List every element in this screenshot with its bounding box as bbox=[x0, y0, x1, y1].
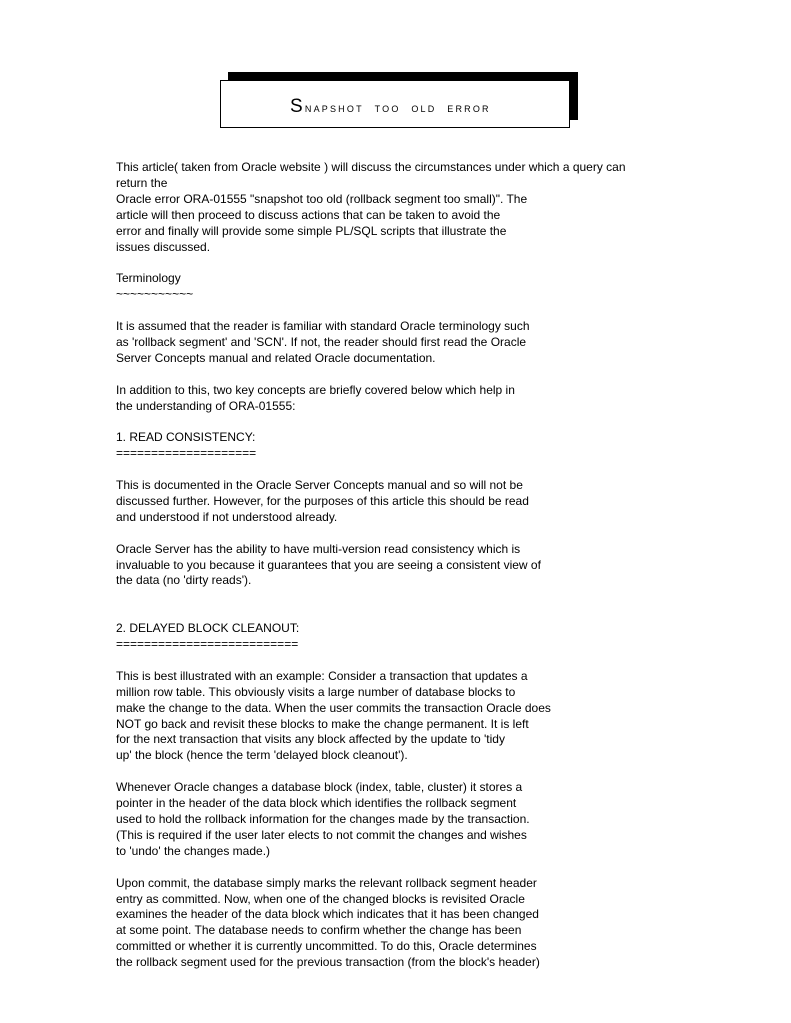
text-line: committed or whether it is currently uncommitted. To do this, Oracle determines bbox=[116, 939, 537, 954]
article-body bbox=[116, 160, 756, 971]
text-line: the data (no 'dirty reads'). bbox=[116, 573, 252, 588]
text-line: million row table. This obviously visits a large number of database blocks to bbox=[116, 684, 516, 699]
text-line: examines the header of the data block which indicates that it has been changed bbox=[116, 907, 539, 922]
text-line: In addition to this, two key concepts are briefly covered below which help in bbox=[116, 382, 515, 397]
text-line: Server Concepts manual and related Oracle documentation. bbox=[116, 350, 436, 365]
text-line: discussed further. However, for the purposes of this article this should be read bbox=[116, 493, 529, 508]
text-line: Whenever Oracle changes a database block (index, table, cluster) it stores a bbox=[116, 780, 523, 795]
page-title bbox=[290, 96, 491, 118]
blank-line bbox=[116, 764, 756, 780]
page-title-rest: napshot too old error bbox=[304, 100, 491, 115]
text-line: invaluable to you because it guarantees that you are seeing a consistent view of bbox=[116, 557, 541, 572]
text-line: Oracle error ORA-01555 "snapshot too old (rollback segment too small)". The bbox=[116, 191, 528, 206]
text-line: NOT go back and revisit these blocks to make the change permanent. It is left bbox=[116, 716, 529, 731]
text-line: 2. DELAYED BLOCK CLEANOUT: bbox=[116, 621, 300, 636]
blank-line bbox=[116, 605, 756, 621]
blank-line bbox=[116, 462, 756, 478]
text-line: Oracle Server has the ability to have multi-version read consistency which is bbox=[116, 541, 521, 556]
text-line: the rollback segment used for the previous transaction (from the block's header) bbox=[116, 955, 540, 970]
text-line: make the change to the data. When the user commits the transaction Oracle does bbox=[116, 700, 551, 715]
text-line: This is documented in the Oracle Server Concepts manual and so will not be bbox=[116, 478, 523, 493]
text-line: the understanding of ORA-01555: bbox=[116, 398, 296, 413]
text-line: ~~~~~~~~~~~ bbox=[116, 287, 194, 302]
text-line: ==================== bbox=[116, 446, 257, 461]
page-title-initial: S bbox=[290, 96, 305, 117]
text-line: error and finally will provide some simple PL/SQL scripts that illustrate the bbox=[116, 223, 507, 238]
text-line: pointer in the header of the data block which identifies the rollback segment bbox=[116, 796, 517, 811]
text-line: article will then proceed to discuss actions that can be taken to avoid the bbox=[116, 207, 501, 222]
text-line: Terminology bbox=[116, 271, 181, 286]
text-line: issues discussed. bbox=[116, 239, 211, 254]
text-line: entry as committed. Now, when one of the changed blocks is revisited Oracle bbox=[116, 891, 525, 906]
text-line: used to hold the rollback information for the changes made by the transaction. bbox=[116, 812, 530, 826]
text-line: 1. READ CONSISTENCY: bbox=[116, 430, 256, 445]
text-line: and understood if not understood already. bbox=[116, 509, 338, 524]
text-line: as 'rollback segment' and 'SCN'. If not, the reader should first read the Oracle bbox=[116, 334, 527, 349]
text-line: ========================== bbox=[116, 637, 299, 652]
blank-line bbox=[116, 414, 756, 430]
blank-line bbox=[116, 589, 756, 605]
blank-line bbox=[116, 526, 756, 542]
text-line: for the next transaction that visits any block affected by the update to 'tidy bbox=[116, 732, 505, 747]
blank-line bbox=[116, 367, 756, 383]
text-line: (This is required if the user later elects to not commit the changes and wishes bbox=[116, 827, 527, 842]
text-line: This is best illustrated with an example: Consider a transaction that updates a bbox=[116, 668, 528, 683]
title-box bbox=[220, 80, 570, 128]
text-line: This article( taken from Oracle website ) will discuss the circumstances under which a query can bbox=[116, 160, 626, 174]
blank-line bbox=[116, 303, 756, 319]
text-line: It is assumed that the reader is familiar with standard Oracle terminology such bbox=[116, 319, 530, 334]
text-line: up' the block (hence the term 'delayed block cleanout'). bbox=[116, 748, 408, 763]
text-line: return the bbox=[116, 175, 168, 190]
blank-line bbox=[116, 653, 756, 669]
text-line: Upon commit, the database simply marks the relevant rollback segment header bbox=[116, 875, 537, 890]
blank-line bbox=[116, 255, 756, 271]
blank-line bbox=[116, 860, 756, 876]
text-line: at some point. The database needs to confirm whether the change has been bbox=[116, 923, 522, 938]
text-line: to 'undo' the changes made.) bbox=[116, 843, 271, 858]
